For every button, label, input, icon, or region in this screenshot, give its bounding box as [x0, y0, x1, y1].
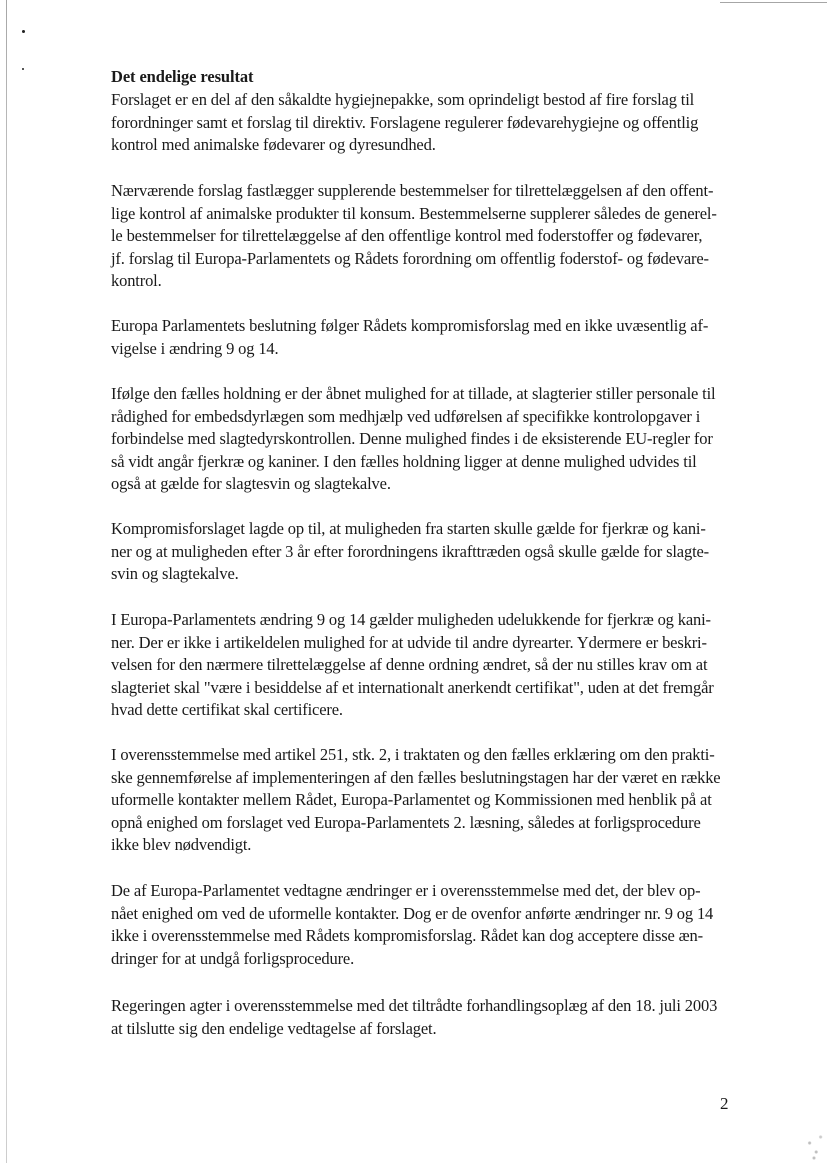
- paragraph-line: svin og slagtekalve.: [111, 564, 239, 583]
- paragraph-line: Forslaget er en del af den såkaldte hygiejnepakke, som oprindeligt bestod af fire forslag til: [111, 90, 695, 109]
- paragraph-line: kontrol med animalske fødevarer og dyresundhed.: [111, 135, 436, 154]
- paragraph-line: hvad dette certifikat skal certificere.: [111, 700, 343, 719]
- paragraph-line: dringer for at undgå forligsprocedure.: [111, 948, 355, 968]
- paragraph-line: Ifølge den fælles holdning er der åbnet mulighed for at tillade, at slagterier stiller personale til: [111, 384, 716, 403]
- paragraph-line: Nærværende forslag fastlægger supplerende bestemmelser for tilrettelæggelsen af den offent-: [111, 181, 714, 200]
- paragraph-line: så vidt angår fjerkræ og kaniner. I den fælles holdning ligger at denne mulighed udvides til: [111, 451, 697, 471]
- paragraph-line: forbindelse med slagtedyrskontrollen. Denne mulighed findes i de eksisterende EU-regler for: [111, 429, 713, 448]
- paragraph-line: vigelse i ændring 9 og 14.: [111, 338, 279, 358]
- page-number: 2: [720, 1094, 729, 1113]
- paragraph-line: jf. forslag til Europa-Parlamentets og Rådets forordning om offentlig foderstof- og fødevare-: [111, 248, 709, 268]
- paragraph-line: nået enighed om ved de uformelle kontakter. Dog er de ovenfor anførte ændringer nr. 9 og 14: [111, 903, 714, 923]
- paragraph: [111, 518, 751, 586]
- paragraph-line: forordninger samt et forslag til direktiv. Forslagene regulerer fødevarehygiejne og offentlig: [111, 112, 699, 132]
- paragraph-line: De af Europa-Parlamentet vedtagne ændringer er i overensstemmelse med det, der blev op-: [111, 881, 701, 900]
- paragraph: [111, 180, 751, 293]
- paragraph: [111, 609, 751, 722]
- scan-dot-artifact: [22, 68, 24, 70]
- paragraph-line: I overensstemmelse med artikel 251, stk. 2, i traktaten og den fælles erklæring om den prakti-: [111, 745, 715, 764]
- section-heading: Det endelige resultat: [111, 67, 254, 86]
- paragraph-line: ner og at muligheden efter 3 år efter forordningens ikrafttræden også skulle gælde for slagte-: [111, 541, 710, 561]
- paragraph-line: ske gennemførelse af implementeringen af den fælles beslutningstagen har der været en række: [111, 767, 721, 787]
- paragraph-line: I Europa-Parlamentets ændring 9 og 14 gælder muligheden udelukkende for fjerkræ og kani-: [111, 610, 711, 629]
- paragraph: [111, 383, 751, 496]
- paragraph: [111, 89, 751, 157]
- paragraph-line: opnå enighed om forslaget ved Europa-Parlamentets 2. læsning, således at forligsprocedure: [111, 812, 701, 832]
- paragraph: [111, 880, 751, 970]
- paragraph: [111, 995, 751, 1040]
- scan-dot-artifact: [22, 30, 25, 33]
- scan-noise-artifact: [803, 1131, 825, 1161]
- paragraph-line: at tilslutte sig den endelige vedtagelse af forslaget.: [111, 1018, 437, 1038]
- paragraph-line: velsen for den nærmere tilrettelæggelse af denne ordning ændret, så der nu stilles krav om at: [111, 655, 708, 674]
- paragraph: [111, 315, 751, 360]
- paragraph-line: også at gælde for slagtesvin og slagtekalve.: [111, 474, 391, 493]
- paragraph-line: rådighed for embedsdyrlægen som medhjælp ved udførelsen af specifikke kontrolopgaver i: [111, 406, 701, 426]
- scan-edge-artifact: [720, 2, 827, 3]
- paragraph-line: Europa Parlamentets beslutning følger Rådets kompromisforslag med en ikke uvæsentlig af-: [111, 316, 709, 335]
- paragraph-line: lige kontrol af animalske produkter til konsum. Bestemmelserne supplerer således de generel-: [111, 203, 717, 223]
- paragraph-line: le bestemmelser for tilrettelæggelse af den offentlige kontrol med foderstoffer og fødevarer,: [111, 226, 703, 245]
- paragraph-line: ikke i overensstemmelse med Rådets kompromisforslag. Rådet kan dog acceptere disse æn-: [111, 926, 703, 945]
- scan-edge-artifact: [6, 0, 7, 1163]
- paragraph-line: Kompromisforslaget lagde op til, at muligheden fra starten skulle gælde for fjerkræ og kani-: [111, 519, 706, 538]
- paragraph-line: uformelle kontakter mellem Rådet, Europa-Parlamentet og Kommissionen med henblik på at: [111, 790, 712, 809]
- paragraph-line: ikke blev nødvendigt.: [111, 835, 252, 854]
- paragraph: [111, 744, 751, 857]
- paragraph-line: ner. Der er ikke i artikeldelen mulighed for at udvide til andre dyrearter. Ydermere er beskri-: [111, 632, 707, 652]
- paragraph-line: kontrol.: [111, 271, 162, 290]
- paragraph-line: slagteriet skal "være i besiddelse af et internationalt anerkendt certifikat", uden at det fremgår: [111, 677, 714, 697]
- paragraph-line: Regeringen agter i overensstemmelse med det tiltrådte forhandlingsoplæg af den 18. juli 2003: [111, 996, 718, 1015]
